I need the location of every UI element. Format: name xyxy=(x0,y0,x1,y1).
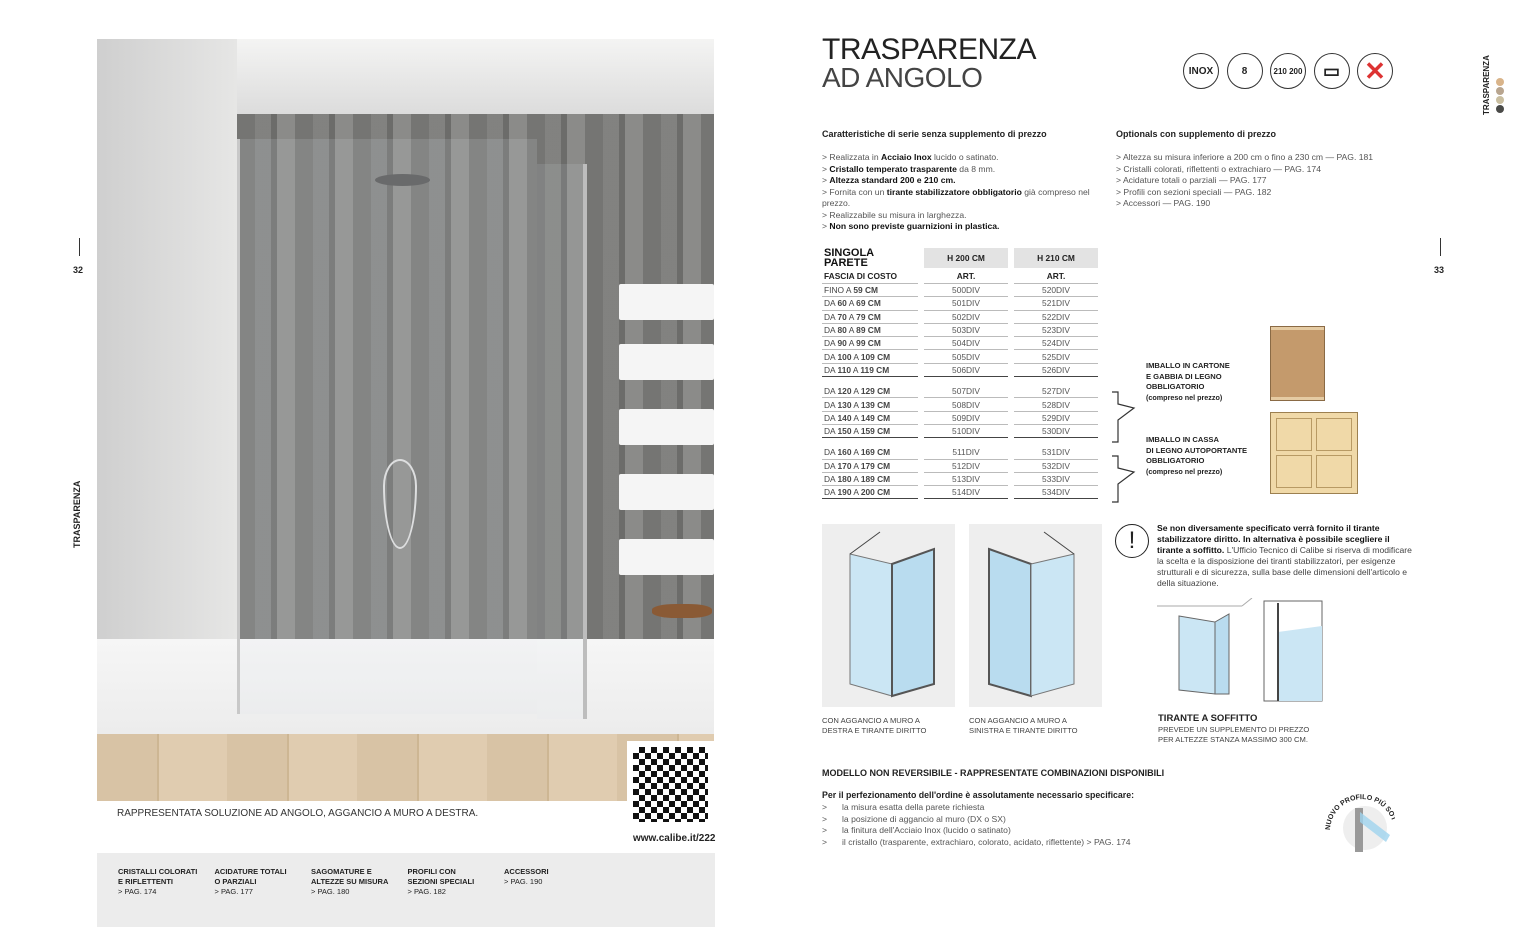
footer-link-title: SAGOMATURE E xyxy=(311,867,372,876)
diagram-right-hinge xyxy=(822,524,955,707)
ceiling-stabilizer-diagram xyxy=(1157,598,1327,708)
size-range xyxy=(822,412,918,425)
packaging-line: DI LEGNO AUTOPORTANTE xyxy=(1146,445,1248,455)
optional-item[interactable]: > Cristalli colorati, riflettenti o extrachiaro — PAG. 174 xyxy=(1116,164,1416,176)
range-to: 109 CM xyxy=(860,351,891,362)
order-item-text: il cristallo (trasparente, extrachiaro, colorato, acidato, riflettente) > PAG. 174 xyxy=(842,836,1131,847)
range-from: 60 xyxy=(837,298,847,309)
size-range xyxy=(822,486,918,499)
article-h210: 531DIV xyxy=(1014,446,1098,459)
photo-radiator xyxy=(619,344,714,380)
diagram-left-caption xyxy=(969,716,1078,736)
column-h210: H 210 CM xyxy=(1014,248,1098,268)
group-gap xyxy=(822,438,1098,446)
optional-item[interactable]: > Profili con sezioni speciali — PAG. 182 xyxy=(1116,187,1416,199)
range-to: 159 CM xyxy=(860,426,891,437)
size-range xyxy=(822,337,918,350)
table-row xyxy=(822,425,1098,438)
range-prefix: DA xyxy=(824,460,838,471)
article-h210: 520DIV xyxy=(1014,284,1098,297)
range-from: 140 xyxy=(837,412,852,423)
range-from: 80 xyxy=(837,325,847,336)
feature-bold: tirante stabilizzatore obbligatorio xyxy=(886,186,1022,197)
range-prefix: DA xyxy=(824,487,838,498)
range-from: 180 xyxy=(837,474,852,484)
range-from: 100 xyxy=(837,351,852,362)
table-row xyxy=(822,297,1098,310)
optional-item[interactable]: > Accessori — PAG. 190 xyxy=(1116,198,1416,210)
height-icon: 210 200 xyxy=(1270,53,1306,89)
table-row xyxy=(822,324,1098,337)
range-prefix: DA xyxy=(824,426,838,437)
diagram-left-hinge xyxy=(969,524,1102,707)
bullet-icon: > xyxy=(822,802,828,812)
footer-link-title: SEZIONI SPECIALI xyxy=(407,877,475,886)
range-mid: A xyxy=(846,338,857,349)
packaging-crate-label xyxy=(1146,435,1247,477)
table-row xyxy=(822,311,1098,324)
qr-url[interactable]: www.calibe.it/222 xyxy=(633,833,716,844)
range-prefix: DA xyxy=(824,386,838,397)
footer-link[interactable] xyxy=(504,867,549,887)
size-range xyxy=(822,364,918,377)
no-gaskets-icon: ✕ xyxy=(1357,53,1393,89)
range-to: 99 CM xyxy=(856,338,881,349)
packaging-line: OBBLIGATORIO xyxy=(1146,382,1205,391)
ceiling-text-line: PER ALTEZZE STANZA MASSIMO 300 CM. xyxy=(1158,735,1308,744)
wood-crate-illustration xyxy=(1270,412,1358,494)
inox-icon: INOX xyxy=(1183,53,1219,89)
finish-swatch-icon xyxy=(1496,87,1504,95)
article-h210: 529DIV xyxy=(1014,412,1098,425)
range-mid: A xyxy=(851,351,861,362)
feature-text: Fornita con un xyxy=(829,186,887,197)
size-range xyxy=(822,297,918,310)
range-mid: A xyxy=(851,426,861,437)
standard-feature-item xyxy=(822,175,1102,187)
photo-radiator xyxy=(619,284,714,320)
caption-line: CON AGGANCIO A MURO A xyxy=(969,716,1067,725)
feature-text: Realizzata in xyxy=(829,152,881,162)
article-h200: 511DIV xyxy=(924,446,1008,459)
size-range xyxy=(822,385,918,398)
range-prefix: DA xyxy=(824,447,838,458)
order-item-text: la misura esatta della parete richiesta xyxy=(842,802,985,812)
range-to: 139 CM xyxy=(860,399,891,410)
packaging-cardboard-label xyxy=(1146,361,1230,403)
table-row xyxy=(822,385,1098,398)
custom-width-icon: ▭ xyxy=(1314,53,1350,89)
order-item-text: la finitura dell'Acciaio Inox (lucido o satinato) xyxy=(842,825,1011,835)
side-label-left: TRASPARENZA xyxy=(72,480,82,548)
article-h200: 507DIV xyxy=(924,385,1008,398)
packaging-line: E GABBIA DI LEGNO xyxy=(1146,371,1222,381)
footer-link-page: > PAG. 174 xyxy=(118,887,157,896)
order-item xyxy=(822,837,1131,849)
footer-link-title: O PARZIALI xyxy=(214,877,257,886)
footer-link[interactable] xyxy=(215,867,287,897)
finish-swatch-icon xyxy=(1496,105,1504,113)
packaging-line: IMBALLO IN CARTONE xyxy=(1146,361,1230,370)
article-h210: 526DIV xyxy=(1014,364,1098,377)
page-number-right: 33 xyxy=(1434,265,1445,275)
photo-stool xyxy=(652,604,712,618)
photo-wood-floor xyxy=(97,734,714,801)
article-h210: 527DIV xyxy=(1014,385,1098,398)
finish-swatch-icon xyxy=(1496,78,1504,86)
article-table xyxy=(816,248,1104,499)
photo-glass-panel xyxy=(237,139,537,714)
article-h210: 522DIV xyxy=(1014,311,1098,324)
caption-line: DESTRA E TIRANTE DIRITTO xyxy=(822,726,927,735)
stabilizer-notice xyxy=(1157,523,1412,589)
notice-text: L'Ufficio Tecnico di Calibe si riserva di modificare la scelta e la disposizione dei tiranti stabilizzatori, per esigenze strutturali e di sicurezza, sulla base delle dimensioni dell'articolo e della situazione. xyxy=(1157,545,1412,588)
table-row xyxy=(822,412,1098,425)
range-from: 190 xyxy=(837,487,852,498)
order-item xyxy=(822,814,1131,826)
ceiling-stabilizer-text xyxy=(1158,725,1309,745)
range-mid: A xyxy=(846,311,857,322)
footer-link-page: > PAG. 180 xyxy=(311,887,350,896)
article-h210: 524DIV xyxy=(1014,337,1098,350)
article-h210: 521DIV xyxy=(1014,297,1098,310)
range-to: 169 CM xyxy=(860,447,891,458)
table-title xyxy=(822,248,918,268)
new-profile-badge xyxy=(1320,780,1395,855)
range-prefix: DA xyxy=(824,364,838,375)
range-to: 59 CM xyxy=(853,285,878,296)
range-prefix: DA xyxy=(824,399,838,410)
page-subtitle: AD ANGOLO xyxy=(822,62,983,93)
size-range xyxy=(822,311,918,324)
photo-radiator xyxy=(619,409,714,445)
range-from: 160 xyxy=(837,447,852,458)
table-row xyxy=(822,350,1098,363)
range-from: 90 xyxy=(837,338,847,349)
table-row xyxy=(822,337,1098,350)
range-prefix: DA xyxy=(824,412,838,423)
feature-text: già compreso nel prezzo. xyxy=(822,186,1090,208)
photo-radiator xyxy=(619,474,714,510)
range-to: 149 CM xyxy=(860,412,891,423)
range-prefix: DA xyxy=(824,351,838,362)
order-item xyxy=(822,825,1131,837)
packaging-line: OBBLIGATORIO xyxy=(1146,456,1205,465)
bullet-icon: > xyxy=(822,813,828,824)
finish-swatches xyxy=(1496,78,1504,114)
feature-bold: Cristallo temperato trasparente xyxy=(829,163,957,174)
size-range xyxy=(822,350,918,363)
standard-feature-item xyxy=(822,152,1102,164)
side-label-right: TRASPARENZA xyxy=(1482,55,1491,115)
divider xyxy=(79,238,80,256)
table-subheader-row xyxy=(822,268,1098,284)
range-mid: A xyxy=(846,298,857,309)
model-note: MODELLO NON REVERSIBILE - RAPPRESENTATE COMBINAZIONI DISPONIBILI xyxy=(822,768,1165,778)
size-range xyxy=(822,446,918,459)
glass-thickness-icon: 8 xyxy=(1227,53,1263,89)
ceiling-stabilizer-title: TIRANTE A SOFFITTO xyxy=(1158,713,1258,724)
article-h200: 501DIV xyxy=(924,297,1008,310)
article-h210: 523DIV xyxy=(1014,324,1098,337)
order-title: Per il perfezionamento dell'ordine è assolutamente necessario specificare: xyxy=(822,790,1135,800)
standard-feature-item xyxy=(822,187,1102,210)
feature-text: lucido o satinato. xyxy=(931,152,999,162)
range-mid: A xyxy=(851,447,861,458)
range-mid: A xyxy=(851,364,861,375)
standard-features-title: Caratteristiche di serie senza supplemento di prezzo xyxy=(822,129,1047,139)
article-h210: 528DIV xyxy=(1014,398,1098,411)
footer-link[interactable] xyxy=(118,867,197,897)
optionals-list xyxy=(1116,152,1416,210)
optional-item[interactable]: > Altezza su misura inferiore a 200 cm o fino a 230 cm — PAG. 181 xyxy=(1116,152,1416,164)
article-h200: 512DIV xyxy=(924,460,1008,473)
table-row xyxy=(822,398,1098,411)
diagram-right-caption xyxy=(822,716,926,736)
article-h200: 514DIV xyxy=(924,486,1008,499)
range-prefix: DA xyxy=(824,311,838,322)
footer-link[interactable] xyxy=(408,867,475,897)
bullet-icon: > xyxy=(822,825,828,835)
finish-swatch-icon xyxy=(1496,96,1504,104)
standard-feature-item xyxy=(822,210,1102,222)
page-number-left: 32 xyxy=(73,265,84,275)
article-h200: 513DIV xyxy=(924,473,1008,486)
range-from: 130 xyxy=(837,399,852,410)
table-row xyxy=(822,446,1098,459)
footer-link-page: > PAG. 182 xyxy=(407,887,446,896)
footer-link-title: E RIFLETTENTI xyxy=(118,877,173,886)
range-from: 70 xyxy=(837,311,847,322)
article-h210: 525DIV xyxy=(1014,350,1098,363)
article-h200: 508DIV xyxy=(924,398,1008,411)
range-to: 179 CM xyxy=(860,460,891,471)
footer-link-title: PROFILI CON xyxy=(407,867,456,876)
range-mid: A xyxy=(851,474,861,484)
range-to: 189 CM xyxy=(860,474,891,484)
range-from: 170 xyxy=(837,460,852,471)
range-prefix: DA xyxy=(824,474,838,484)
size-range xyxy=(822,425,918,438)
range-to: 79 CM xyxy=(856,311,881,322)
cardboard-pack-illustration xyxy=(1270,326,1325,401)
packaging-line: IMBALLO IN CASSA xyxy=(1146,435,1219,444)
range-prefix: DA xyxy=(824,298,838,309)
qr-code[interactable] xyxy=(627,741,714,828)
range-prefix: DA xyxy=(824,325,838,336)
footer-link[interactable] xyxy=(311,867,388,897)
size-range xyxy=(822,473,918,486)
optionals-title: Optionals con supplemento di prezzo xyxy=(1116,129,1277,139)
range-mid: A xyxy=(851,386,861,397)
range-from: 150 xyxy=(837,426,852,437)
table-title-line: PARETE xyxy=(824,257,868,269)
table-row xyxy=(822,364,1098,377)
caption-line: SINISTRA E TIRANTE DIRITTO xyxy=(969,726,1078,735)
standard-feature-item xyxy=(822,221,1102,233)
packaging-line: (compreso nel prezzo) xyxy=(1146,466,1223,476)
article-h210: 534DIV xyxy=(1014,486,1098,499)
range-from: 120 xyxy=(837,386,852,397)
table-row xyxy=(822,460,1098,473)
divider xyxy=(1440,238,1441,256)
group-gap xyxy=(822,377,1098,385)
table-row xyxy=(822,284,1098,297)
standard-feature-item xyxy=(822,164,1102,176)
shower-photo xyxy=(97,39,714,801)
order-requirements xyxy=(822,802,1131,848)
range-from: 110 xyxy=(837,364,852,375)
range-mid: A xyxy=(846,325,857,336)
size-range xyxy=(822,284,918,297)
range-to: 129 CM xyxy=(860,386,891,397)
packaging-line: (compreso nel prezzo) xyxy=(1146,392,1223,402)
range-mid: A xyxy=(851,399,861,410)
fascia-label: FASCIA DI COSTO xyxy=(822,268,918,284)
range-to: 69 CM xyxy=(856,298,881,309)
badge-text: NUOVO PROFILO PIÙ SO xyxy=(1324,794,1395,831)
feature-bold: Altezza standard 200 e 210 cm. xyxy=(829,175,956,185)
photo-radiator xyxy=(619,539,714,575)
table-title-line: SINGOLA xyxy=(824,247,875,259)
range-to: 200 CM xyxy=(860,487,891,498)
table-row xyxy=(822,486,1098,499)
article-h200: 502DIV xyxy=(924,311,1008,324)
article-h200: 500DIV xyxy=(924,284,1008,297)
photo-caption: RAPPRESENTATA SOLUZIONE AD ANGOLO, AGGANCIO A MURO A DESTRA. xyxy=(117,808,479,819)
footer-link-title: CRISTALLI COLORATI xyxy=(118,867,198,876)
feature-text: da 8 mm. xyxy=(956,163,996,174)
range-mid: A xyxy=(851,412,861,423)
range-mid: A xyxy=(851,460,861,471)
footer-link-title: ALTEZZE SU MISURA xyxy=(311,877,389,886)
footer-link-title: ACCESSORI xyxy=(504,867,549,876)
size-range xyxy=(822,398,918,411)
range-mid: A xyxy=(851,487,861,498)
footer-links xyxy=(97,853,715,927)
range-prefix: DA xyxy=(824,338,838,349)
feature-text: Realizzabile su misura in larghezza. xyxy=(829,209,967,220)
table-header-row xyxy=(822,248,1098,268)
article-h210: 532DIV xyxy=(1014,460,1098,473)
table-row xyxy=(822,473,1098,486)
footer-link-page: > PAG. 190 xyxy=(504,877,543,886)
standard-features-list xyxy=(822,152,1102,233)
range-to: 89 CM xyxy=(856,325,881,336)
feature-bold: Acciaio Inox xyxy=(881,152,932,162)
page-title: TRASPARENZA xyxy=(822,33,1036,66)
caption-line: CON AGGANCIO A MURO A xyxy=(822,716,920,725)
article-h200: 506DIV xyxy=(924,364,1008,377)
article-h210: 530DIV xyxy=(1014,425,1098,438)
article-h200: 503DIV xyxy=(924,324,1008,337)
optional-item[interactable]: > Acidature totali o parziali — PAG. 177 xyxy=(1116,175,1416,187)
art-label: ART. xyxy=(1014,268,1098,284)
size-range xyxy=(822,460,918,473)
art-label: ART. xyxy=(924,268,1008,284)
article-h200: 510DIV xyxy=(924,425,1008,438)
footer-link-page: > PAG. 177 xyxy=(214,887,253,896)
bracket-icons xyxy=(1104,390,1140,505)
bullet-icon: > xyxy=(822,836,828,847)
order-item-text: la posizione di aggancio al muro (DX o SX) xyxy=(842,813,1006,824)
article-h200: 505DIV xyxy=(924,350,1008,363)
article-h200: 504DIV xyxy=(924,337,1008,350)
warning-icon: ! xyxy=(1115,524,1149,558)
range-prefix: FINO A xyxy=(824,285,854,296)
range-to: 119 CM xyxy=(860,364,890,375)
article-h210: 533DIV xyxy=(1014,473,1098,486)
ceiling-text-line: PREVEDE UN SUPPLEMENTO DI PREZZO xyxy=(1158,725,1310,734)
article-h200: 509DIV xyxy=(924,412,1008,425)
photo-glass-return xyxy=(537,164,587,719)
footer-link-title: ACIDATURE TOTALI xyxy=(214,867,287,876)
size-range xyxy=(822,324,918,337)
feature-bold: Non sono previste guarnizioni in plastica. xyxy=(829,221,1000,231)
column-h200: H 200 CM xyxy=(924,248,1008,268)
order-item xyxy=(822,802,1131,814)
notice-bold: Se non diversamente specificato verrà fornito il tirante stabilizzatore diritto. In alternativa è possibile scegliere il tirante a soffitto. xyxy=(1157,523,1390,555)
